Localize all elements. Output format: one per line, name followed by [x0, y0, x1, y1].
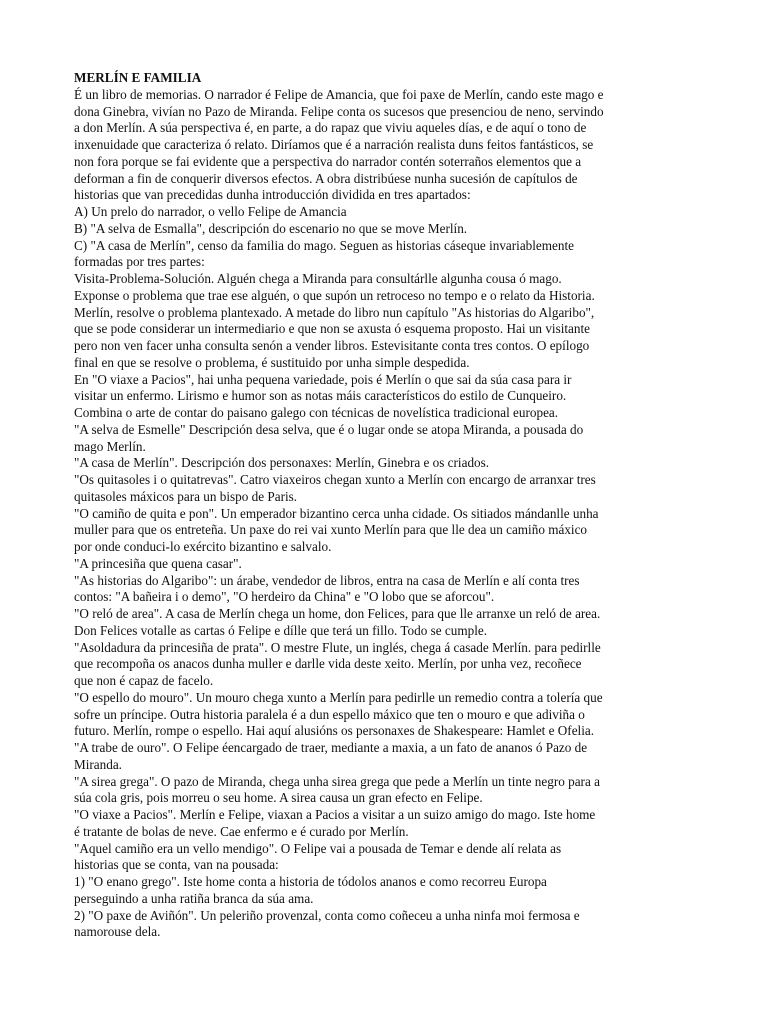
- text-line: quitasoles máxicos para un bispo de Paris.: [74, 488, 298, 504]
- text-line: Visita-Problema-Solución. Alguén chega a Miranda para consultárlle algunha cousa ó mago.: [74, 271, 562, 286]
- text-line: 1) "O enano grego". Iste home conta a historia de tódolos ananos e como recorreu Europa: [74, 874, 547, 889]
- text-line: Miranda.: [74, 756, 122, 772]
- text-line: "Os quitasoles i o quitatrevas". Catro viaxeiros chegan xunto a Merlín con encargo de arranxar tres: [74, 472, 596, 487]
- text-line: Merlín, resolve o problema plantexado. A metade do libro nun capítulo "As historias do Algaribo",: [74, 304, 595, 320]
- text-line: "A trabe de ouro". O Felipe éencargado de traer, mediante a maxia, a un fato de ananos ó Pazo de: [74, 740, 588, 755]
- text-line: A) Un prelo do narrador, o vello Felipe de Amancia: [74, 204, 347, 219]
- text-line: muller para que os entreteña. Un paxe do rei vai xunto Merlín para que lle dea un camiño máxico: [74, 522, 588, 538]
- text-line: é tratante de bolas de neve. Cae enfermo e é curado por Merlín.: [74, 823, 409, 839]
- text-line: "Asoldadura da princesiña de prata". O mestre Flute, un inglés, chega á casade Merlín. para pedirlle: [74, 639, 601, 655]
- text-line: pero non ven facer unha consulta senón a vender libros. Estevisitante conta tres contos. O epílogo: [74, 338, 590, 353]
- text-line: sofre un príncipe. Outra historia paralela é a dun espello máxico que ten o mouro e que adiviña o: [74, 706, 585, 722]
- text-line: "O reló de area". A casa de Merlín chega un home, don Felices, para que lle arranxe un reló de area.: [74, 606, 601, 621]
- text-line: "O camiño de quita e pon". Un emperador bizantino cerca unha cidade. Os sitiados mándanlle unha: [74, 505, 599, 521]
- text-line: namorouse dela.: [74, 924, 161, 940]
- document-body: [74, 87, 704, 941]
- text-line: "A casa de Merlín". Descripción dos personaxes: Merlín, Ginebra e os criados.: [74, 455, 490, 471]
- text-line: "As historias do Algaribo": un árabe, vendedor de libros, entra na casa de Merlín e alí conta tres: [74, 572, 580, 588]
- text-line: historias que van precedidas dunha introducción dividida en tres apartados:: [74, 187, 471, 203]
- text-line: Don Felices votalle as cartas ó Felipe e dílle que terá un fillo. Todo se cumple.: [74, 622, 488, 638]
- text-line: futuro. Merlín, rompe o espello. Hai aquí alusións os personaxes de Shakespeare: Hamlet e Ofelia.: [74, 723, 595, 739]
- text-line: "O espello do mouro". Un mouro chega xunto a Merlín para pedirlle un remedio contra a tolería que: [74, 689, 603, 705]
- document-page: [74, 70, 704, 941]
- text-line: que recompoña os anacos dunha muller e darlle vida deste xeito. Merlín, por unha vez, recoñece: [74, 656, 582, 672]
- text-line: Combina o arte de contar do paisano galego con técnicas de novelística tradicional europea.: [74, 405, 559, 420]
- text-line: visitar un enfermo. Lirismo e humor son as notas máis característicos do estilo de Cunqueiro.: [74, 388, 567, 404]
- text-line: "A selva de Esmelle" Descripción desa selva, que é o lugar onde se atopa Miranda, a pousada do: [74, 421, 584, 437]
- text-line: historias que se conta, van na pousada:: [74, 857, 279, 873]
- text-line: contos: "A bañeira i o demo", "O herdeiro da China" e "O lobo que se aforcou".: [74, 589, 495, 605]
- text-line: deforman a fin de conquerir diversos efectos. A obra distribúese nunha sucesión de capítulos de: [74, 170, 578, 186]
- text-line: É un libro de memorias. O narrador é Felipe de Amancia, que foi paxe de Merlín, cando este mago e: [74, 86, 604, 102]
- text-line: B) "A selva de Esmalla", descripción do escenario no que se move Merlín.: [74, 220, 468, 236]
- text-line: formadas por tres partes:: [74, 254, 205, 270]
- text-line: En "O viaxe a Pacios", hai unha pequena variedade, pois é Merlín o que sai da súa casa para ir: [74, 371, 572, 387]
- text-line: dona Ginebra, vivían no Pazo de Miranda. Felipe conta os sucesos que presenciou de neno, servindo: [74, 103, 604, 119]
- text-line: "Aquel camiño era un vello mendigo". O Felipe vai a pousada de Temar e dende alí relata as: [74, 840, 562, 856]
- text-line: que non é capaz de facelo.: [74, 673, 214, 688]
- text-line: non fora porque se fai evidente que a perspectiva do narrador contén soterraños elementos que a: [74, 153, 582, 169]
- text-line: Exponse o problema que trae ese alguén, o que supón un retroceso no tempo e o relato da Historia.: [74, 287, 595, 303]
- text-line: "A princesiña que quena casar".: [74, 555, 242, 571]
- text-line: "A sirea grega". O pazo de Miranda, chega unha sirea grega que pede a Merlín un tinte negro para a: [74, 773, 600, 789]
- text-line: a don Merlín. A súa perspectiva é, en parte, a do rapaz que viviu aqueles días, e de aquí o tono de: [74, 120, 587, 136]
- text-line: C) "A casa de Merlín", censo da familia do mago. Seguen as historias cáseque invariablemente: [74, 237, 575, 253]
- text-line: "O viaxe a Pacios". Merlín e Felipe, viaxan a Pacios a visitar a un suizo amigo do mago. Iste home: [74, 807, 596, 822]
- text-line: que se pode considerar un intermediario e que non se axusta ó esquema proposto. Hai un visitante: [74, 321, 590, 337]
- text-line: inxenuidade que caracteriza ó relato. Diríamos que é a narración realista duns feitos fantásticos, se: [74, 137, 594, 152]
- text-line: por onde conduci-lo exército bizantino e salvalo.: [74, 539, 332, 554]
- text-line: perseguindo a unha ratiña branca da súa ama.: [74, 890, 314, 906]
- text-line: 2) "O paxe de Aviñón". Un peleriño provenzal, conta como coñeceu a unha ninfa moi fermosa e: [74, 907, 580, 923]
- text-line: súa cola gris, pois morreu o seu home. A sirea causa un gran efecto en Felipe.: [74, 790, 483, 806]
- text-line: mago Merlín.: [74, 438, 146, 454]
- text-line: final en que se resolve o problema, é sustituido por unha simple despedida.: [74, 354, 470, 370]
- document-title: MERLÍN E FAMILIA: [74, 70, 202, 85]
